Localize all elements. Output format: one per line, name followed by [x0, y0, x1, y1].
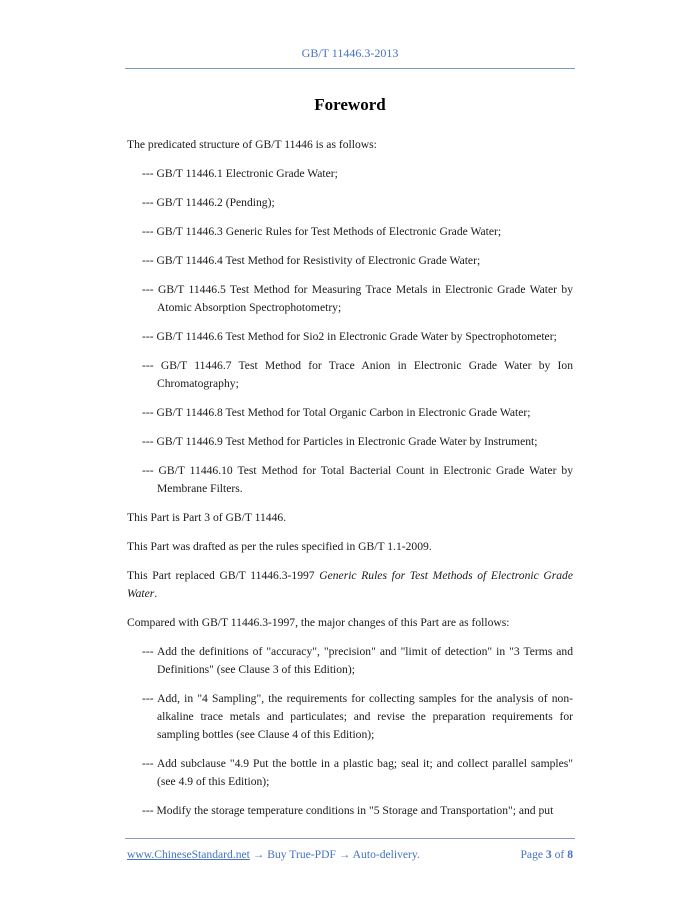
changes-intro: Compared with GB/T 11446.3-1997, the major changes of this Part are as follows:	[127, 616, 510, 629]
document-code: GB/T 11446.3-2013	[301, 46, 399, 60]
structure-item-5: --- GB/T 11446.5 Test Method for Measuring Trace Metals in Electronic Grade Water by Atomic Absorption Spectrophotometry;	[142, 283, 573, 314]
structure-item-9: --- GB/T 11446.9 Test Method for Particles in Electronic Grade Water by Instrument;	[142, 435, 538, 448]
structure-item-8: --- GB/T 11446.8 Test Method for Total Organic Carbon in Electronic Grade Water;	[142, 406, 531, 419]
replaced-prefix: This Part replaced GB/T 11446.3-1997	[127, 569, 320, 582]
structure-item-4: --- GB/T 11446.4 Test Method for Resistivity of Electronic Grade Water;	[142, 254, 481, 267]
drafted-statement: This Part was drafted as per the rules specified in GB/T 1.1-2009.	[127, 540, 432, 553]
arrow-icon: →	[249, 848, 268, 861]
structure-item-7: --- GB/T 11446.7 Test Method for Trace Anion in Electronic Grade Water by Ion Chromatography;	[142, 359, 573, 390]
structure-item-2: --- GB/T 11446.2 (Pending);	[142, 196, 275, 209]
footer-divider	[125, 838, 575, 839]
page-title: Foreword	[314, 95, 386, 114]
footer-links	[127, 848, 420, 861]
structure-item-6: --- GB/T 11446.6 Test Method for Sio2 in Electronic Grade Water by Spectrophotometer;	[142, 330, 557, 343]
structure-item-1: --- GB/T 11446.1 Electronic Grade Water;	[142, 167, 338, 180]
change-item-3: --- Add subclause "4.9 Put the bottle in a plastic bag; seal it; and collect parallel samples" (see 4.9 of this Edition);	[142, 757, 573, 788]
auto-delivery-text: Auto-delivery.	[352, 848, 420, 861]
change-item-4: --- Modify the storage temperature conditions in "5 Storage and Transportation"; and put	[142, 804, 554, 817]
change-item-2: --- Add, in "4 Sampling", the requirements for collecting samples for the analysis of non-alkaline trace metals and particulates; and revise the preparation requirements for sampling bottles (see Clause 4 of this Edition);	[142, 692, 573, 741]
site-link[interactable]: www.ChineseStandard.net	[127, 848, 250, 861]
arrow-icon: →	[335, 848, 353, 861]
structure-item-10: --- GB/T 11446.10 Test Method for Total Bacterial Count in Electronic Grade Water by Membrane Filters.	[142, 464, 573, 495]
structure-item-3: --- GB/T 11446.3 Generic Rules for Test Methods of Electronic Grade Water;	[142, 225, 502, 238]
page-current: 3	[545, 848, 552, 861]
of-word: of	[554, 848, 565, 861]
page-word: Page	[520, 848, 544, 861]
page-header	[0, 46, 700, 61]
page-total: 8	[567, 848, 573, 861]
structure-intro: The predicated structure of GB/T 11446 is as follows:	[127, 138, 377, 151]
part-statement: This Part is Part 3 of GB/T 11446.	[127, 511, 287, 524]
replaced-title: Generic Rules for Test Methods of Electronic Grade Water	[127, 569, 573, 600]
foreword-body	[127, 136, 573, 831]
buy-pdf-link[interactable]: Buy True-PDF	[267, 848, 336, 861]
replaced-statement	[127, 567, 573, 603]
change-item-1: --- Add the definitions of "accuracy", "precision" and "limit of detection" in "3 Terms and Definitions" (see Clause 3 of this Edition);	[142, 645, 573, 676]
page-indicator	[520, 848, 573, 861]
header-divider	[125, 68, 575, 69]
replaced-suffix: .	[154, 587, 158, 600]
